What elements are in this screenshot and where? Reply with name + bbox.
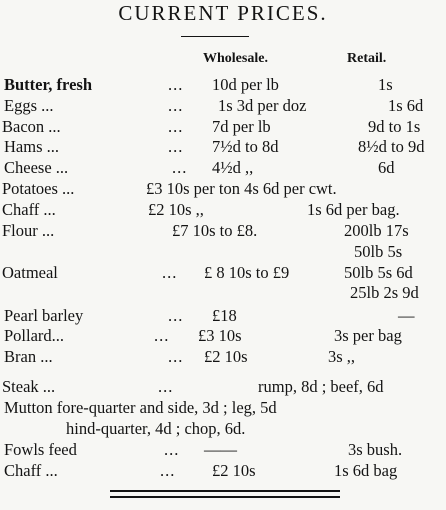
leader-dots: ... <box>164 440 180 459</box>
price-row-flour <box>0 221 446 241</box>
price-row-potatoes <box>0 179 446 199</box>
price-row-mutton <box>0 398 446 418</box>
price-row-bran <box>0 347 446 367</box>
item-name: Cheese ... <box>4 158 69 177</box>
price-row-pearl-barley <box>0 306 446 326</box>
price-row-pollard <box>0 326 446 346</box>
retail-price: 1s <box>378 75 393 94</box>
leader-dots: ... <box>158 377 174 396</box>
item-name: Pearl barley <box>4 306 84 325</box>
price-row-flour-cont <box>0 242 446 262</box>
leader-dots: ... <box>162 263 178 282</box>
combined-price: rump, 8d ; beef, 6d <box>258 377 384 396</box>
wholesale-price: 7½d to 8d <box>212 137 279 156</box>
price-row-oatmeal-cont <box>0 283 446 303</box>
wholesale-header: Wholesale. <box>203 51 268 66</box>
retail-price: 3s bush. <box>348 440 403 459</box>
retail-price: 50lb 5s <box>354 242 403 261</box>
item-name: hind-quarter, 4d ; chop, 6d. <box>66 419 246 438</box>
price-row-bacon <box>0 117 446 137</box>
item-name: Bacon ... <box>2 117 61 136</box>
retail-price: 50lb 5s 6d <box>344 263 413 282</box>
wholesale-price: £18 <box>212 306 237 325</box>
item-name: Steak ... <box>2 377 56 396</box>
leader-dots: ... <box>168 75 184 94</box>
wholesale-price: £2 10s <box>212 461 256 480</box>
retail-price: 9d to 1s <box>368 117 421 136</box>
leader-dots: ... <box>168 96 184 115</box>
item-name: Fowls feed <box>4 440 77 459</box>
wholesale-price: £7 10s to £8. <box>172 221 258 240</box>
retail-price: 1s 6d per bag. <box>307 200 400 219</box>
retail-price: 200lb 17s <box>344 221 409 240</box>
wholesale-price: —— <box>204 440 237 459</box>
retail-price: 1s 6d <box>388 96 424 115</box>
retail-price: 8½d to 9d <box>358 137 425 156</box>
price-row-butter <box>0 75 446 95</box>
retail-price: 25lb 2s 9d <box>350 283 419 302</box>
item-name: Chaff ... <box>2 200 56 219</box>
item-name: Pollard... <box>4 326 65 345</box>
wholesale-price: 1s 3d per doz <box>218 96 307 115</box>
price-row-steak <box>0 377 446 397</box>
item-name: Chaff ... <box>4 461 58 480</box>
price-row-oatmeal <box>0 263 446 283</box>
item-name: Mutton fore-quarter and side, 3d ; leg, 5d <box>4 398 277 417</box>
item-name: Eggs ... <box>4 96 54 115</box>
item-name: Butter, fresh <box>4 75 92 94</box>
wholesale-price: £3 10s <box>198 326 242 345</box>
item-name: Oatmeal <box>2 263 58 282</box>
wholesale-price: £ 8 10s to £9 <box>204 263 290 282</box>
combined-price: £3 10s per ton 4s 6d per cwt. <box>146 179 337 198</box>
price-row-cheese <box>0 158 446 178</box>
retail-price: 3s ,, <box>328 347 356 366</box>
item-name: Bran ... <box>4 347 53 366</box>
price-row-fowls-feed <box>0 440 446 460</box>
leader-dots: ... <box>172 158 188 177</box>
retail-price: 6d <box>378 158 395 177</box>
item-name: Hams ... <box>4 137 59 156</box>
retail-price: 3s per bag <box>334 326 402 345</box>
bottom-rule <box>110 490 340 492</box>
retail-price: 1s 6d bag <box>334 461 398 480</box>
leader-dots: ... <box>168 117 184 136</box>
retail-header: Retail. <box>347 51 387 66</box>
wholesale-price: £2 10s ,, <box>148 200 204 219</box>
wholesale-price: 7d per lb <box>212 117 271 136</box>
leader-dots: ... <box>168 347 184 366</box>
price-row-chaff <box>0 200 446 220</box>
wholesale-price: £2 10s <box>204 347 248 366</box>
wholesale-price: 10d per lb <box>212 75 279 94</box>
leader-dots: ... <box>154 326 170 345</box>
item-name: Flour ... <box>2 221 55 240</box>
retail-price: — <box>398 306 415 325</box>
title-rule <box>181 36 249 37</box>
item-name: Potatoes ... <box>2 179 75 198</box>
price-row-eggs <box>0 96 446 116</box>
bottom-rule <box>110 496 340 498</box>
leader-dots: ... <box>160 461 176 480</box>
price-row-mutton-cont <box>0 419 446 439</box>
page-title: CURRENT PRICES. <box>118 1 328 25</box>
price-row-chaff-2 <box>0 461 446 481</box>
leader-dots: ... <box>168 306 184 325</box>
leader-dots: ... <box>168 137 184 156</box>
wholesale-price: 4½d ,, <box>212 158 254 177</box>
price-row-hams <box>0 137 446 157</box>
